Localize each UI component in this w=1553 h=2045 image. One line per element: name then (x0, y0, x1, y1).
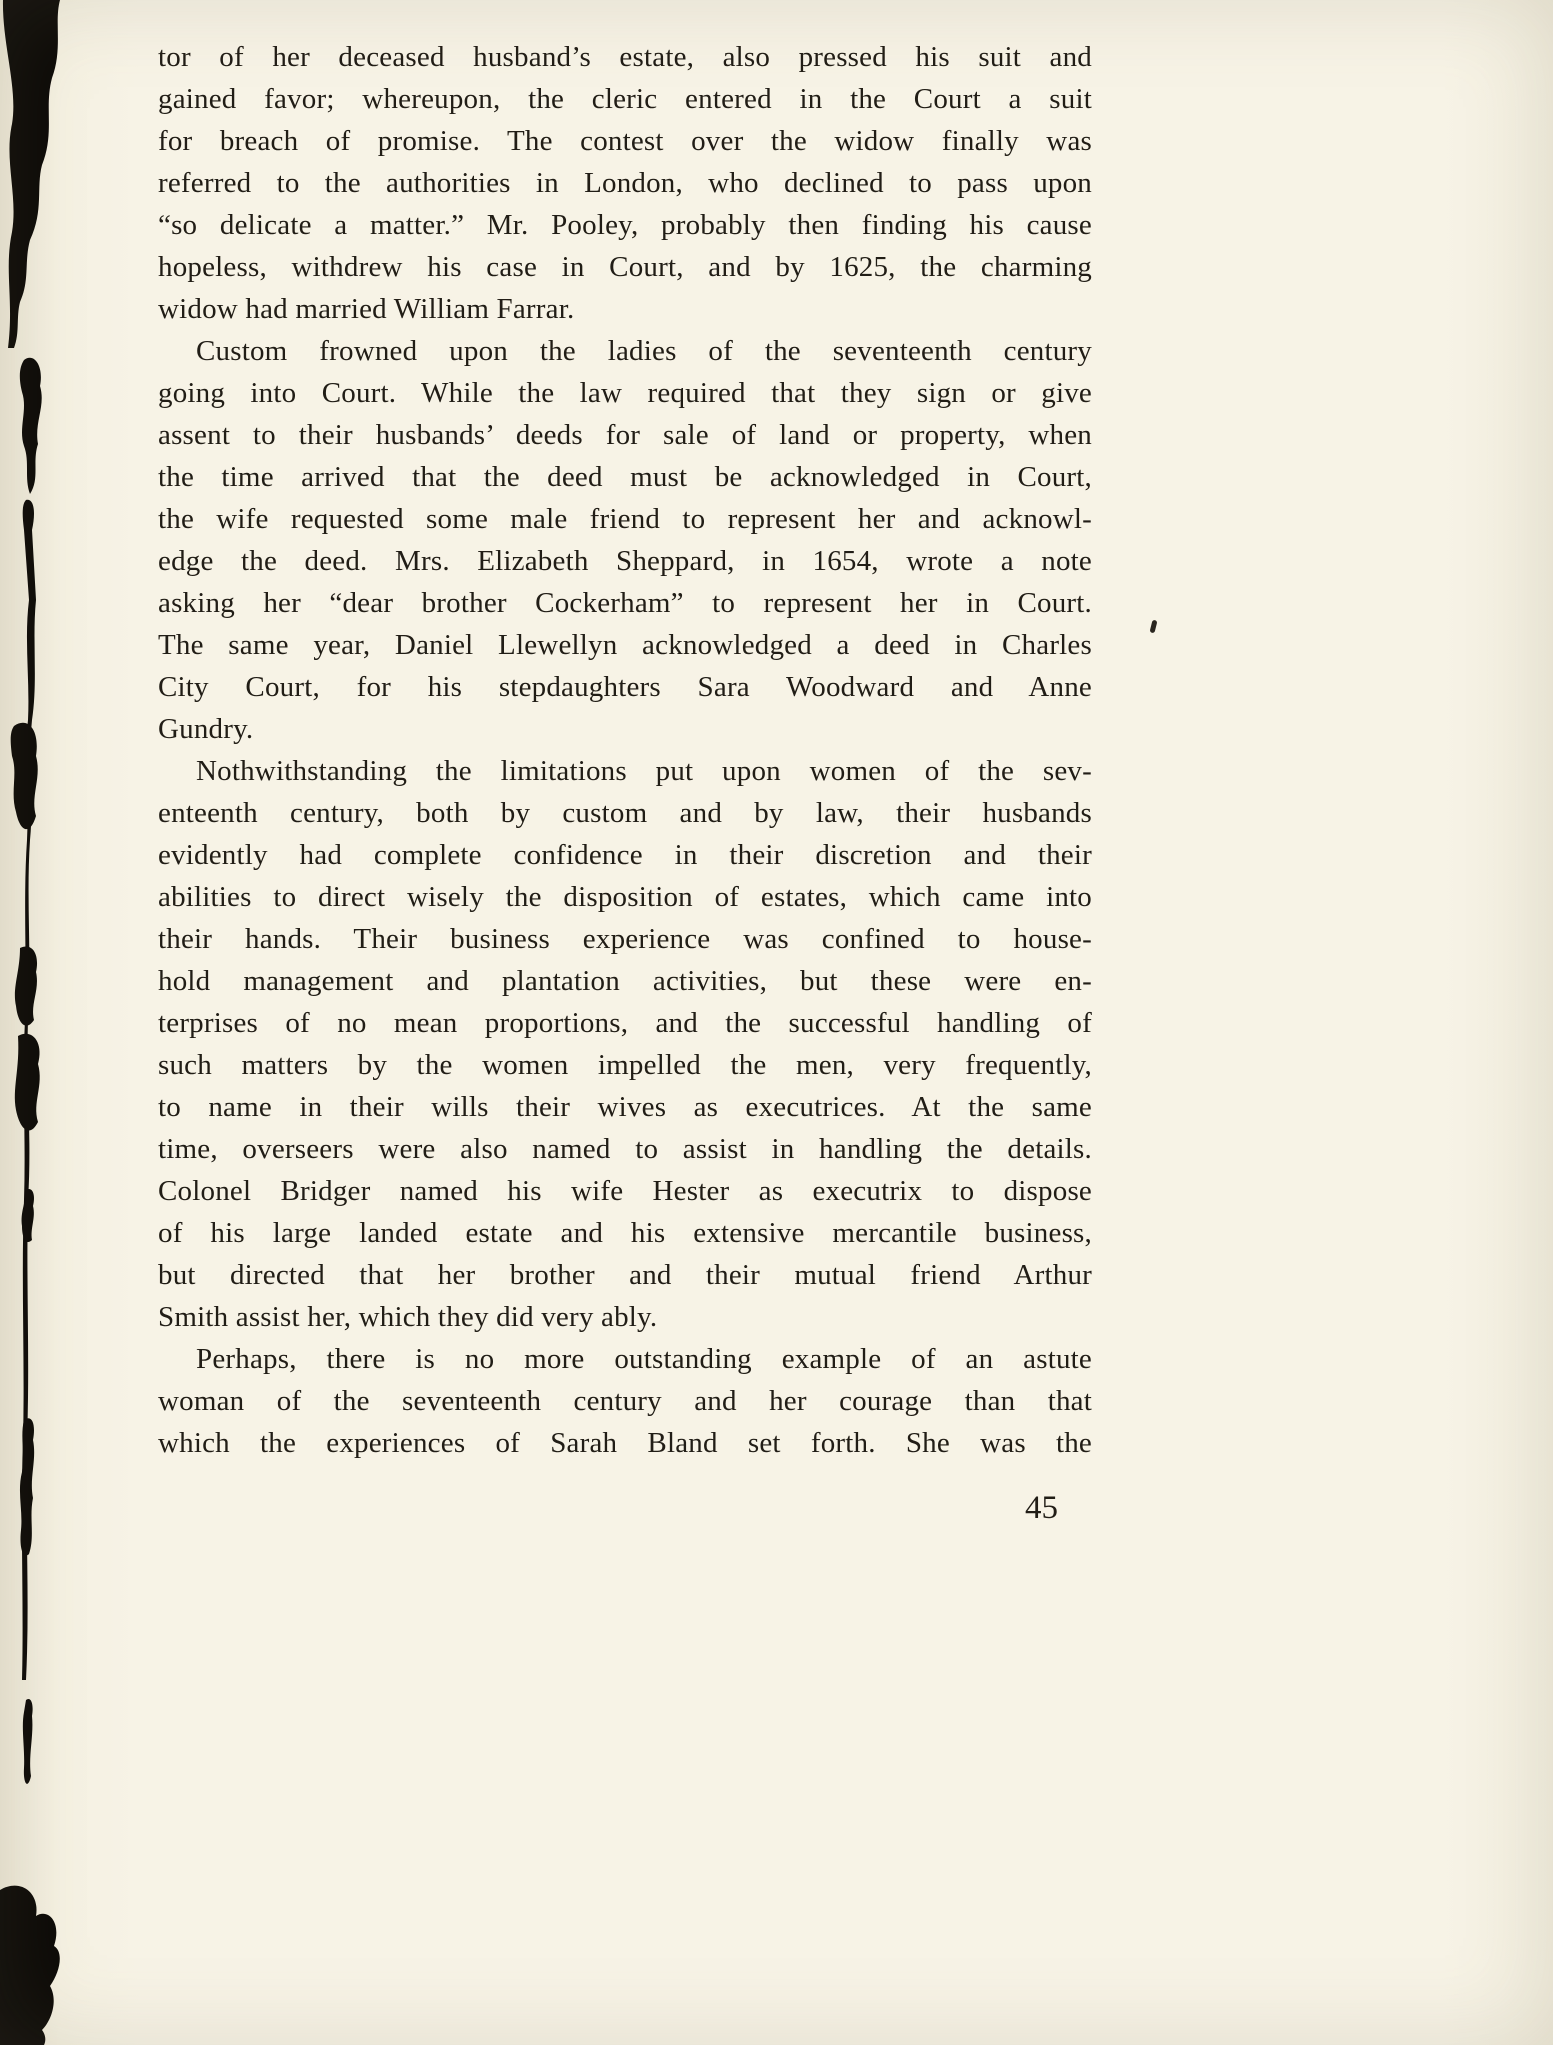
text-line: enteenth century, both by custom and by law, their husbands (158, 797, 1092, 829)
text-line: edge the deed. Mrs. Elizabeth Sheppard, in 1654, wrote a note (158, 545, 1092, 577)
text-line: “so delicate a matter.” Mr. Pooley, probably then finding his cause (158, 209, 1092, 241)
text-line: asking her “dear brother Cockerham” to represent her in Court. (158, 587, 1092, 619)
paragraph (158, 330, 1092, 750)
paragraph (158, 36, 1092, 330)
stray-ink-mark (1150, 620, 1158, 634)
text-line: gained favor; whereupon, the cleric entered in the Court a suit (158, 83, 1092, 115)
text-line: but directed that her brother and their mutual friend Arthur (158, 1259, 1092, 1291)
text-line: referred to the authorities in London, who declined to pass upon (158, 167, 1092, 199)
text-line: terprises of no mean proportions, and the successful handling of (158, 1007, 1092, 1039)
text-line: hold management and plantation activities, but these were en- (158, 965, 1092, 997)
page-number: 45 (1025, 1490, 1058, 1526)
text-block (158, 36, 1092, 1464)
text-line: the time arrived that the deed must be acknowledged in Court, (158, 461, 1092, 493)
text-line: abilities to direct wisely the disposition of estates, which came into (158, 881, 1092, 913)
text-line: Colonel Bridger named his wife Hester as executrix to dispose (158, 1175, 1092, 1207)
text-line: for breach of promise. The contest over the widow finally was (158, 125, 1092, 157)
paragraph (158, 1338, 1092, 1464)
text-line: Gundry. (158, 713, 254, 745)
binding-ink-smudge (0, 0, 90, 2045)
text-line: going into Court. While the law required that they sign or give (158, 377, 1092, 409)
text-line: of his large landed estate and his extensive mercantile business, (158, 1217, 1092, 1249)
text-line: The same year, Daniel Llewellyn acknowledged a deed in Charles (158, 629, 1092, 661)
text-line: assent to their husbands’ deeds for sale of land or property, when (158, 419, 1092, 451)
text-line: Custom frowned upon the ladies of the seventeenth century (196, 335, 1092, 367)
text-line: Smith assist her, which they did very ably. (158, 1301, 658, 1333)
text-line: woman of the seventeenth century and her courage than that (158, 1385, 1092, 1417)
text-line: to name in their wills their wives as executrices. At the same (158, 1091, 1092, 1123)
text-line: which the experiences of Sarah Bland set forth. She was the (158, 1427, 1092, 1459)
text-line: City Court, for his stepdaughters Sara Woodward and Anne (158, 671, 1092, 703)
text-line: hopeless, withdrew his case in Court, and by 1625, the charming (158, 251, 1092, 283)
text-line: time, overseers were also named to assist in handling the details. (158, 1133, 1092, 1165)
text-line: tor of her deceased husband’s estate, also pressed his suit and (158, 41, 1092, 73)
text-line: evidently had complete confidence in their discretion and their (158, 839, 1092, 871)
text-line: such matters by the women impelled the men, very frequently, (158, 1049, 1092, 1081)
text-line: their hands. Their business experience was confined to house- (158, 923, 1092, 955)
text-line: the wife requested some male friend to represent her and acknowl- (158, 503, 1092, 535)
text-line: widow had married William Farrar. (158, 293, 575, 325)
text-line: Perhaps, there is no more outstanding example of an astute (196, 1343, 1092, 1375)
paragraph (158, 750, 1092, 1338)
text-line: Nothwithstanding the limitations put upon women of the sev- (196, 755, 1092, 787)
